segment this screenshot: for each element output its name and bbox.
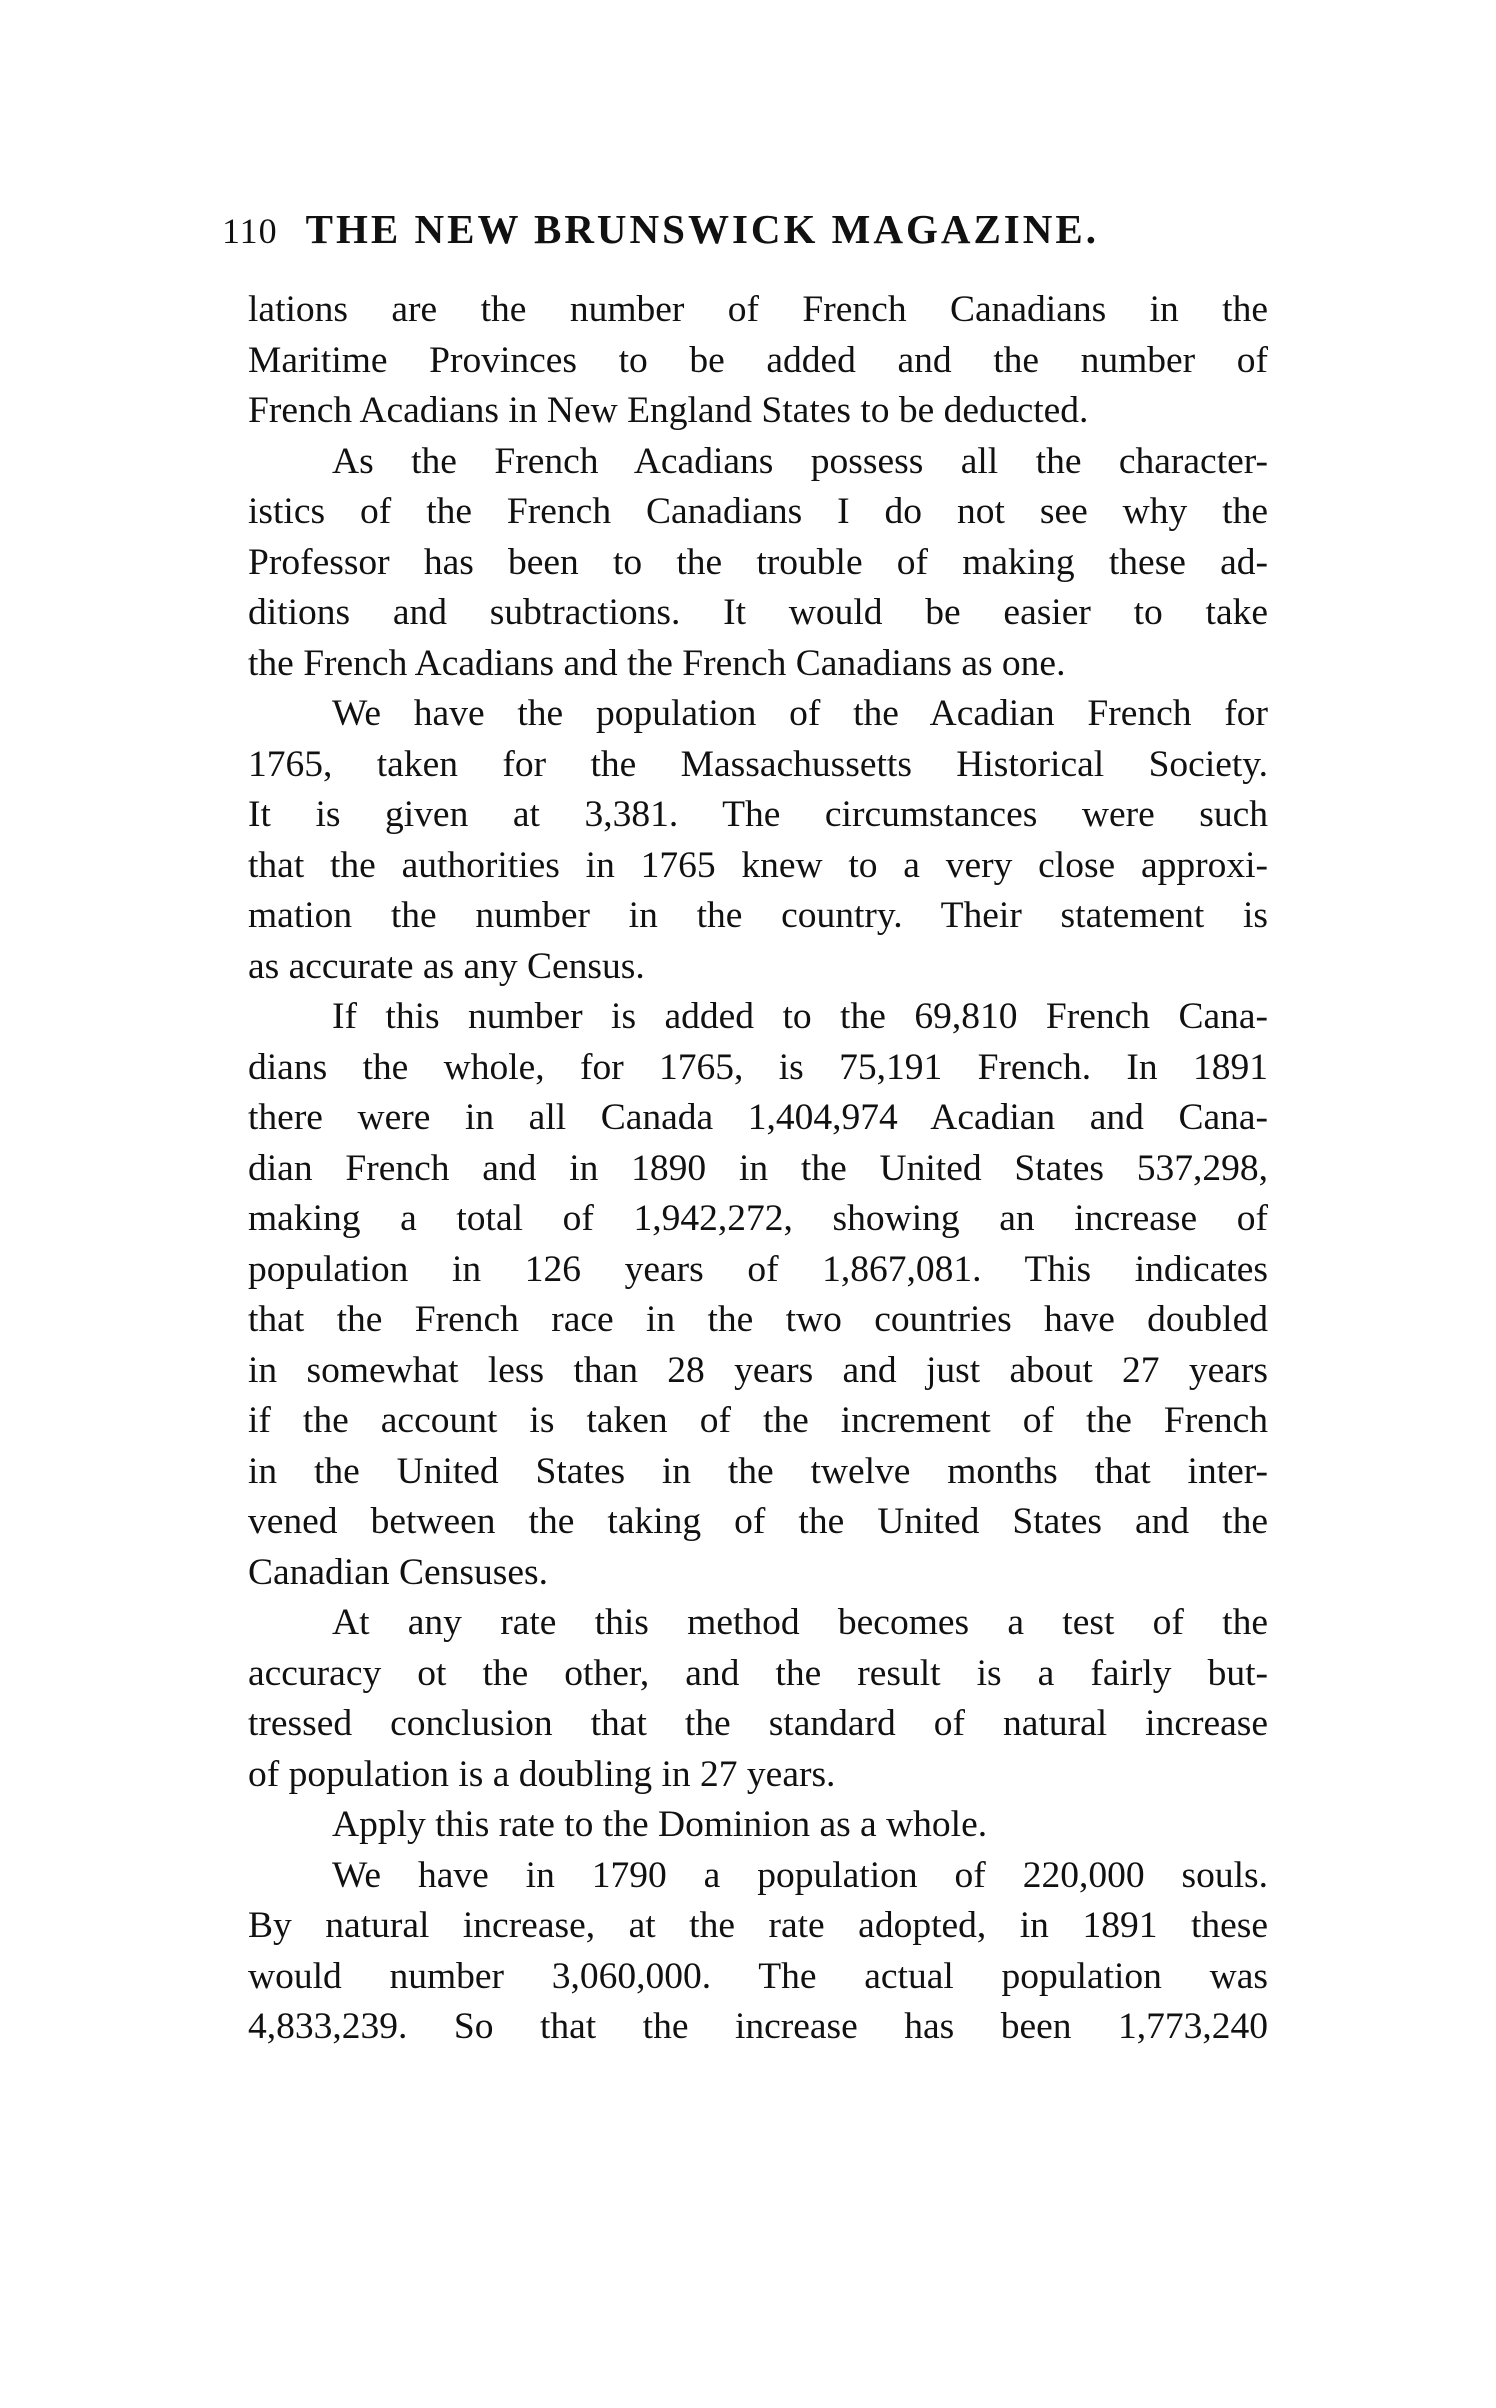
text-line: ditions and subtractions. It would be easier to take bbox=[248, 592, 1268, 633]
text-line: French Acadians in New England States to be deducted. bbox=[248, 390, 1089, 431]
page-header bbox=[222, 205, 1182, 265]
text-line: accuracy ot the other, and the result is a fairly but- bbox=[248, 1652, 1268, 1694]
text-line: that the authorities in 1765 knew to a very close approxi- bbox=[248, 844, 1268, 886]
text-line: istics of the French Canadians I do not see why the bbox=[248, 491, 1268, 532]
text-line: as accurate as any Census. bbox=[248, 945, 645, 987]
text-line: in somewhat less than 28 years and just about 27 years bbox=[248, 1349, 1268, 1391]
text-line: 1765, taken for the Massachussetts Historical Society. bbox=[248, 743, 1268, 785]
text-line: If this number is added to the 69,810 French Cana- bbox=[332, 996, 1268, 1037]
text-line: mation the number in the country. Their statement is bbox=[248, 895, 1268, 936]
text-line: if the account is taken of the increment of the French bbox=[248, 1400, 1268, 1441]
text-line: By natural increase, at the rate adopted, in 1891 these bbox=[248, 1905, 1268, 1946]
text-line: We have the population of the Acadian French for bbox=[332, 693, 1268, 734]
page-number: 110 bbox=[222, 211, 278, 251]
text-line: tressed conclusion that the standard of natural increase bbox=[248, 1703, 1268, 1744]
running-title: THE NEW BRUNSWICK MAGAZINE. bbox=[305, 206, 1099, 252]
text-line: Professor has been to the trouble of making these ad- bbox=[248, 541, 1268, 583]
text-line: population in 126 years of 1,867,081. This indicates bbox=[248, 1248, 1268, 1290]
text-line: At any rate this method becomes a test of the bbox=[332, 1602, 1268, 1643]
text-line: in the United States in the twelve months that inter- bbox=[248, 1450, 1268, 1492]
text-line: would number 3,060,000. The actual population was bbox=[248, 1955, 1268, 1997]
text-line: dian French and in 1890 in the United States 537,298, bbox=[248, 1147, 1268, 1189]
text-line: Apply this rate to the Dominion as a whole. bbox=[332, 1804, 988, 1845]
body-text bbox=[248, 285, 1268, 2053]
text-line: We have in 1790 a population of 220,000 souls. bbox=[332, 1854, 1268, 1896]
text-line: making a total of 1,942,272, showing an increase of bbox=[248, 1198, 1268, 1239]
text-line: dians the whole, for 1765, is 75,191 French. In 1891 bbox=[248, 1046, 1268, 1088]
text-line: Canadian Censuses. bbox=[248, 1551, 548, 1593]
text-line: Maritime Provinces to be added and the number of bbox=[248, 339, 1268, 381]
text-line: that the French race in the two countries have doubled bbox=[248, 1299, 1268, 1340]
text-line: 4,833,239. So that the increase has been 1,773,240 bbox=[248, 2006, 1268, 2047]
text-line: of population is a doubling in 27 years. bbox=[248, 1753, 836, 1795]
text-line: the French Acadians and the French Canadians as one. bbox=[248, 642, 1066, 684]
text-line: vened between the taking of the United States and the bbox=[248, 1501, 1268, 1542]
text-line: As the French Acadians possess all the character- bbox=[332, 440, 1268, 482]
text-line: there were in all Canada 1,404,974 Acadian and Cana- bbox=[248, 1097, 1268, 1138]
text-line: It is given at 3,381. The circumstances were such bbox=[248, 794, 1268, 835]
text-line: lations are the number of French Canadians in the bbox=[248, 289, 1268, 330]
